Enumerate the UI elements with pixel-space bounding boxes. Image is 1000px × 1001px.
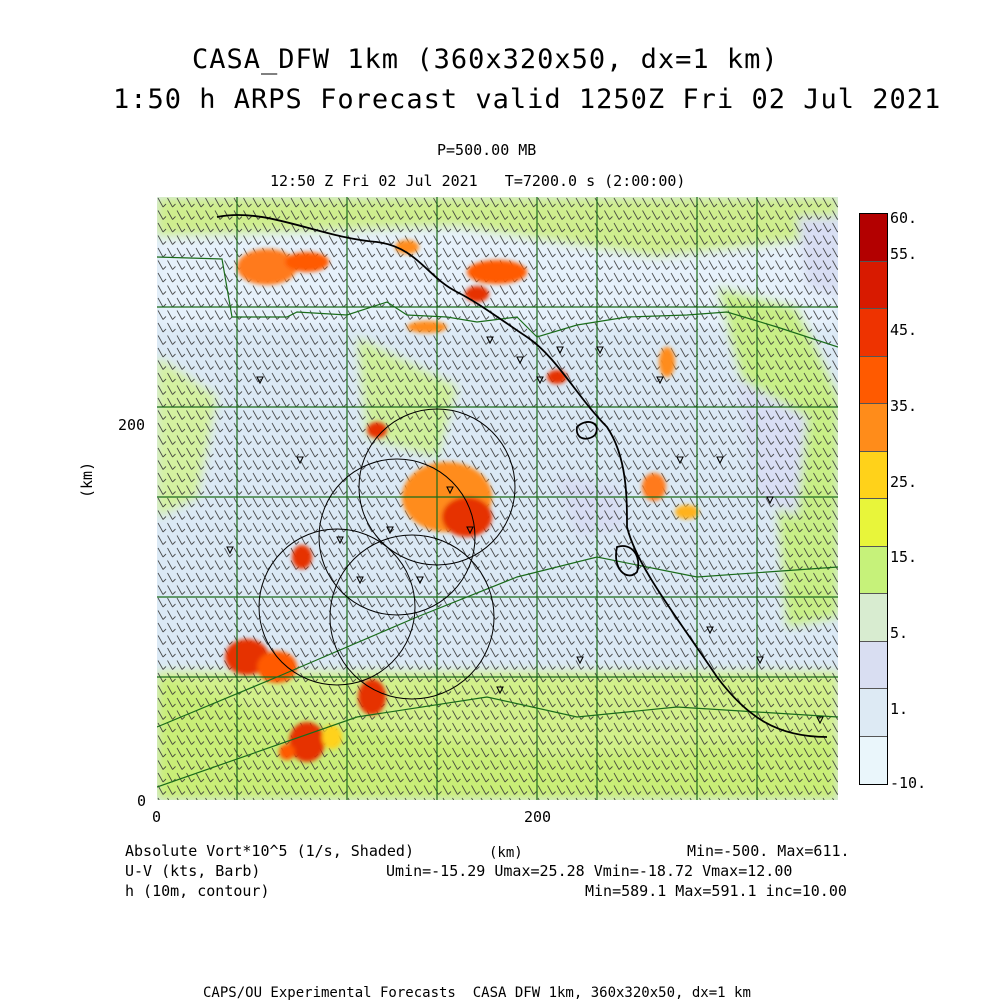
legend-barb-range: Umin=-15.29 Umax=25.28 Vmin=-18.72 Vmax=12.00 <box>386 862 793 880</box>
x-tick-0: 0 <box>152 808 162 826</box>
colorbar-swatch <box>860 594 887 642</box>
colorbar-swatch <box>860 642 887 690</box>
valid-time-label: 12:50 Z Fri 02 Jul 2021 T=7200.0 s (2:00:00) <box>270 172 686 190</box>
x-tick-200: 200 <box>524 808 552 826</box>
colorbar-label: 45. <box>890 321 918 339</box>
y-axis-unit: (km) <box>78 461 96 498</box>
y-tick-200: 200 <box>118 416 146 434</box>
colorbar-swatch <box>860 689 887 737</box>
footer-credit: CAPS/OU Experimental Forecasts CASA DFW 1km, 360x320x50, dx=1 km <box>203 985 751 1001</box>
colorbar-label: 5. <box>890 624 909 642</box>
colorbar-swatch <box>860 499 887 547</box>
y-tick-0: 0 <box>137 792 147 810</box>
colorbar-swatch <box>860 309 887 357</box>
colorbar-label: -10. <box>890 774 927 792</box>
colorbar-swatch <box>860 214 887 262</box>
legend-contour-label: h (10m, contour) <box>125 882 270 900</box>
main-title-line1: CASA_DFW 1km (360x320x50, dx=1 km) <box>192 44 779 75</box>
colorbar-swatch <box>860 357 887 405</box>
legend-contour-range: Min=589.1 Max=591.1 inc=10.00 <box>585 882 847 900</box>
colorbar-label: 1. <box>890 700 909 718</box>
colorbar-swatch <box>860 452 887 500</box>
colorbar-label: 35. <box>890 397 918 415</box>
forecast-map <box>157 197 838 800</box>
colorbar-swatch <box>860 547 887 595</box>
legend-shading-label: Absolute Vort*10^5 (1/s, Shaded) <box>125 842 414 860</box>
x-axis-unit: (km) <box>489 845 523 861</box>
colorbar-swatch <box>860 262 887 310</box>
legend-barb-label: U-V (kts, Barb) <box>125 862 261 880</box>
colorbar-swatch <box>860 737 887 785</box>
main-title-line2: 1:50 h ARPS Forecast valid 1250Z Fri 02 Jul 2021 <box>113 84 942 115</box>
wind-barbs <box>157 197 838 800</box>
colorbar-label: 55. <box>890 245 918 263</box>
legend-shading-range: Min=-500. Max=611. <box>687 842 850 860</box>
pressure-level-label: P=500.00 MB <box>437 141 537 159</box>
colorbar-label: 25. <box>890 473 918 491</box>
colorbar-label: 15. <box>890 548 918 566</box>
colorbar-swatch <box>860 404 887 452</box>
colorbar-label: 60. <box>890 209 918 227</box>
vorticity-colorbar <box>859 213 888 785</box>
